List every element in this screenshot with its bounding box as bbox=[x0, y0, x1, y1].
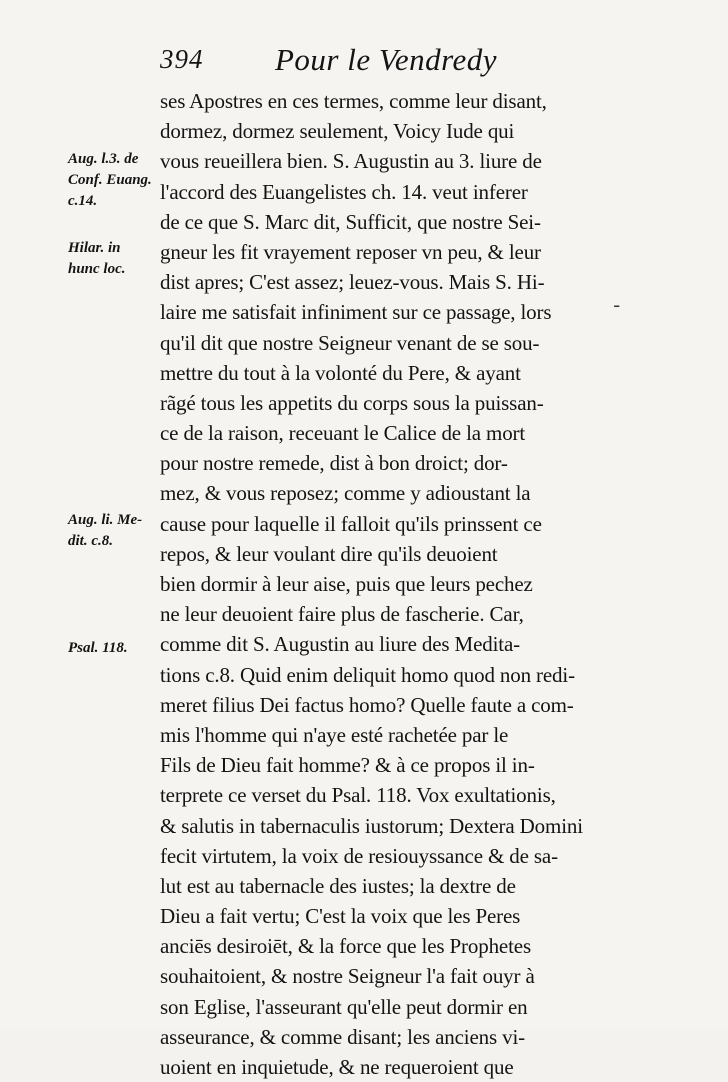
text-line: mez, & vous reposez; comme y adioustant la bbox=[160, 481, 531, 506]
text-line: lut est au tabernacle des iustes; la dextre de bbox=[160, 873, 516, 898]
text-line: son Eglise, l'asseurant qu'elle peut dormir en bbox=[160, 994, 528, 1019]
margin-note-line: c.14. bbox=[68, 193, 98, 209]
text-line: mettre du tout à la volonté du Pere, & ayant bbox=[160, 360, 521, 385]
margin-note-line: Aug. li. Me- bbox=[68, 512, 143, 528]
margin-note-line: Hilar. in bbox=[68, 240, 121, 256]
text-line: rãgé tous les appetits du corps sous la puissan- bbox=[160, 390, 544, 415]
stray-ink-mark: - bbox=[613, 294, 620, 316]
running-title: Pour le Vendredy bbox=[275, 42, 498, 77]
text-line: tions c.8. Quid enim deliquit homo quod non redi- bbox=[160, 662, 575, 687]
margin-note-augustine-meditations bbox=[68, 510, 160, 552]
margin-note-augustine-consensus bbox=[68, 149, 160, 212]
text-line: gneur les fit vrayement reposer vn peu, & leur bbox=[160, 239, 541, 264]
margin-note-line: Psal. 118. bbox=[68, 640, 128, 656]
text-line: l'accord des Euangelistes ch. 14. veut inferer bbox=[160, 179, 528, 204]
text-line: anciēs desiroiēt, & la force que les Prophetes bbox=[160, 934, 531, 959]
text-line: ce de la raison, receuant le Calice de la mort bbox=[160, 421, 526, 446]
body-text bbox=[160, 86, 590, 1082]
text-line: laire me satisfait infiniment sur ce passage, lors bbox=[160, 300, 552, 325]
margin-note-line: hunc loc. bbox=[68, 261, 126, 277]
text-line: comme dit S. Augustin au liure des Medita- bbox=[160, 632, 520, 657]
text-line: mis l'homme qui n'aye esté rachetée par le bbox=[160, 722, 509, 747]
margin-note-psalm bbox=[68, 638, 160, 659]
text-line: souhaitoient, & nostre Seigneur l'a fait ouyr à bbox=[160, 964, 535, 989]
text-line: bien dormir à leur aise, puis que leurs pechez bbox=[160, 572, 533, 596]
margin-note-line: Aug. l.3. de bbox=[68, 151, 139, 167]
margin-note-hilary bbox=[68, 238, 160, 280]
text-line: terprete ce verset du Psal. 118. Vox exultationis, bbox=[160, 783, 556, 808]
text-line: repos, & leur voulant dire qu'ils deuoient bbox=[160, 541, 498, 566]
page-number: 394 bbox=[160, 44, 204, 74]
text-line: ses Apostres en ces termes, comme leur disant, bbox=[160, 89, 547, 113]
text-line: ne leur deuoient faire plus de fascherie. Car, bbox=[160, 602, 524, 627]
text-line: vous reueillera bien. S. Augustin au 3. liure de bbox=[160, 149, 542, 174]
text-line: & salutis in tabernaculis iustorum; Dextera Domini bbox=[160, 813, 583, 838]
text-line: qu'il dit que nostre Seigneur venant de se sou- bbox=[160, 330, 540, 355]
text-line: dormez, dormez seulement, Voicy Iude qui bbox=[160, 119, 515, 144]
margin-note-line: dit. c.8. bbox=[68, 533, 113, 549]
text-line: dist apres; C'est assez; leuez-vous. Mais S. Hi- bbox=[160, 270, 545, 295]
text-line: fecit virtutem, la voix de resiouyssance & de sa- bbox=[160, 843, 558, 868]
page-header bbox=[160, 44, 590, 84]
text-line: cause pour laquelle il falloit qu'ils prinssent ce bbox=[160, 511, 542, 536]
text-line: meret filius Dei factus homo? Quelle faute a com- bbox=[160, 692, 574, 717]
text-line: asseurance, & comme disant; les anciens vi- bbox=[160, 1024, 526, 1049]
text-line: Fils de Dieu fait homme? & à ce propos il in- bbox=[160, 753, 535, 778]
text-line: de ce que S. Marc dit, Sufficit, que nostre Sei- bbox=[160, 209, 541, 234]
margin-note-line: Conf. Euang. bbox=[68, 172, 152, 188]
text-line: uoient en inquietude, & ne requeroient que bbox=[160, 1055, 514, 1079]
text-line: Dieu a fait vertu; C'est la voix que les Peres bbox=[160, 904, 521, 929]
text-line: pour nostre remede, dist à bon droict; dor- bbox=[160, 451, 508, 476]
